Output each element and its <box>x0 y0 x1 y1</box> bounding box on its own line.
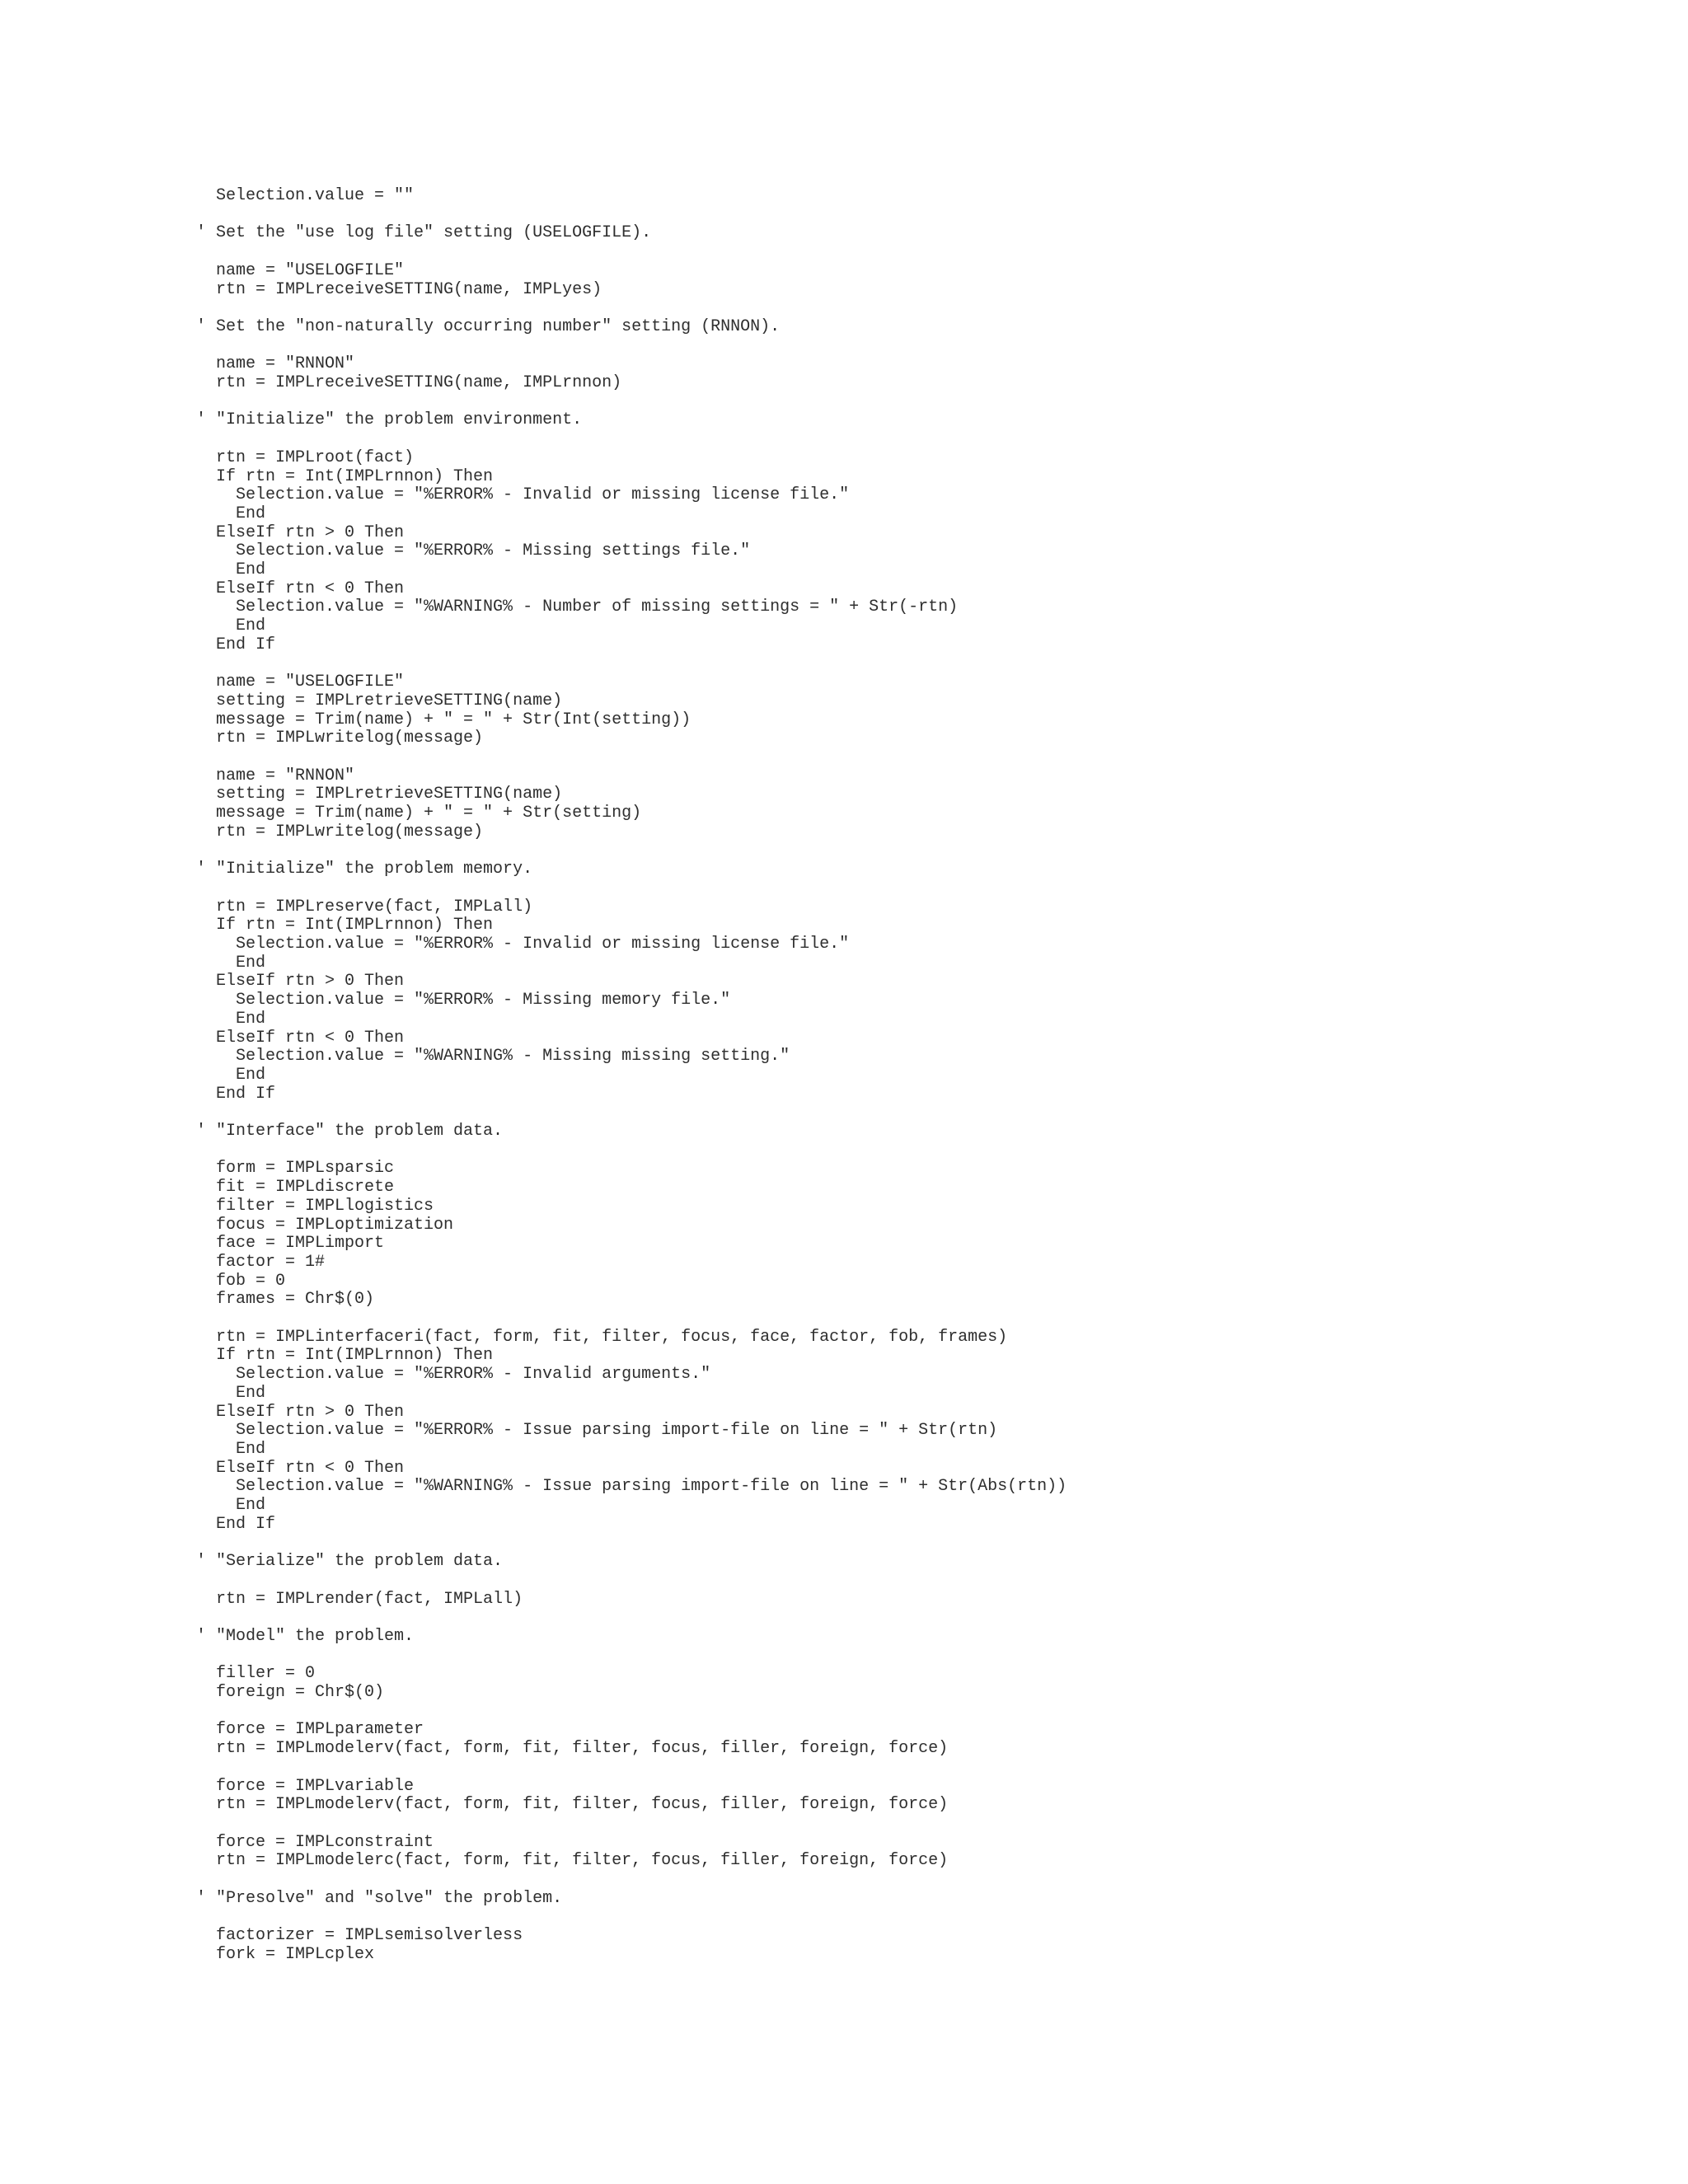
code-line: factor = 1# <box>196 1253 326 1272</box>
code-line: fork = IMPLcplex <box>196 1945 375 1964</box>
code-line: End <box>196 1066 266 1085</box>
code-line: Selection.value = "%WARNING% - Number of missing settings = " + Str(-rtn) <box>196 598 959 616</box>
code-line: rtn = IMPLreceiveSETTING(name, IMPLrnnon) <box>196 373 622 392</box>
code-line: fob = 0 <box>196 1272 286 1291</box>
comment-line: ' Set the "non-naturally occurring number" setting (RNNON). <box>196 317 781 336</box>
code-line: setting = IMPLretrieveSETTING(name) <box>196 691 563 710</box>
code-line: End <box>196 1010 266 1029</box>
code-line: End If <box>196 1515 276 1534</box>
code-line: force = IMPLconstraint <box>196 1833 434 1852</box>
code-line: rtn = IMPLmodelerc(fact, form, fit, filter, focus, filler, foreign, force) <box>196 1851 949 1870</box>
code-line: fit = IMPLdiscrete <box>196 1178 395 1197</box>
code-line: End <box>196 560 266 579</box>
code-line: ElseIf rtn < 0 Then <box>196 1459 405 1478</box>
code-line: rtn = IMPLroot(fact) <box>196 448 415 467</box>
comment-line: ' "Interface" the problem data. <box>196 1122 504 1141</box>
code-line: rtn = IMPLwritelog(message) <box>196 823 484 841</box>
code-line: End <box>196 954 266 972</box>
code-line: End If <box>196 1085 276 1104</box>
code-line: End <box>196 1384 266 1403</box>
code-line: rtn = IMPLinterfaceri(fact, form, fit, filter, focus, face, factor, fob, frames) <box>196 1328 1008 1347</box>
code-line: Selection.value = "%ERROR% - Invalid or missing license file." <box>196 485 850 504</box>
code-line: factorizer = IMPLsemisolverless <box>196 1926 523 1945</box>
code-line: rtn = IMPLmodelerv(fact, form, fit, filter, focus, filler, foreign, force) <box>196 1795 949 1814</box>
code-line: name = "RNNON" <box>196 766 355 785</box>
code-line: message = Trim(name) + " = " + Str(Int(setting)) <box>196 710 692 729</box>
code-line: If rtn = Int(IMPLrnnon) Then <box>196 1346 494 1365</box>
code-line: force = IMPLparameter <box>196 1720 424 1739</box>
code-line: ElseIf rtn < 0 Then <box>196 579 405 598</box>
code-line: ElseIf rtn > 0 Then <box>196 1403 405 1422</box>
code-line: Selection.value = "%WARNING% - Missing missing setting." <box>196 1047 790 1066</box>
code-line: foreign = Chr$(0) <box>196 1683 385 1702</box>
comment-line: ' "Serialize" the problem data. <box>196 1552 504 1571</box>
code-line: rtn = IMPLmodelerv(fact, form, fit, filter, focus, filler, foreign, force) <box>196 1739 949 1758</box>
code-line: If rtn = Int(IMPLrnnon) Then <box>196 916 494 935</box>
code-line: Selection.value = "%ERROR% - Missing memory file." <box>196 991 731 1010</box>
code-line: filter = IMPLlogistics <box>196 1197 434 1216</box>
code-line: message = Trim(name) + " = " + Str(setting) <box>196 804 642 823</box>
comment-line: ' Set the "use log file" setting (USELOGFILE). <box>196 223 652 242</box>
code-line: force = IMPLvariable <box>196 1777 415 1796</box>
code-line: Selection.value = "%ERROR% - Missing settings file." <box>196 541 751 560</box>
code-line: name = "USELOGFILE" <box>196 673 405 691</box>
code-line: End <box>196 1496 266 1515</box>
code-line: End If <box>196 635 276 654</box>
code-line: filler = 0 <box>196 1664 316 1683</box>
comment-line: ' "Initialize" the problem memory. <box>196 860 533 879</box>
code-line: rtn = IMPLreserve(fact, IMPLall) <box>196 898 533 916</box>
code-line: Selection.value = "%ERROR% - Issue parsing import-file on line = " + Str(rtn) <box>196 1421 998 1440</box>
comment-line: ' "Presolve" and "solve" the problem. <box>196 1889 563 1908</box>
code-line: End <box>196 616 266 635</box>
code-line: form = IMPLsparsic <box>196 1159 395 1178</box>
code-listing <box>0 186 1688 2148</box>
comment-line: ' "Initialize" the problem environment. <box>196 410 583 429</box>
code-line: If rtn = Int(IMPLrnnon) Then <box>196 467 494 486</box>
code-line: End <box>196 504 266 523</box>
code-line: Selection.value = "%WARNING% - Issue parsing import-file on line = " + Str(Abs(rtn)) <box>196 1477 1067 1496</box>
code-line: name = "USELOGFILE" <box>196 261 405 280</box>
code-line: ElseIf rtn > 0 Then <box>196 523 405 542</box>
code-line: rtn = IMPLrender(fact, IMPLall) <box>196 1590 523 1609</box>
code-line: Selection.value = "%ERROR% - Invalid arguments." <box>196 1365 711 1384</box>
code-line: ElseIf rtn < 0 Then <box>196 1029 405 1047</box>
code-line: setting = IMPLretrieveSETTING(name) <box>196 785 563 804</box>
code-line: focus = IMPLoptimization <box>196 1216 454 1235</box>
code-line: face = IMPLimport <box>196 1234 385 1253</box>
code-line: Selection.value = "" <box>196 186 415 205</box>
code-line: frames = Chr$(0) <box>196 1290 375 1309</box>
code-line: End <box>196 1440 266 1459</box>
comment-line: ' "Model" the problem. <box>196 1627 415 1646</box>
code-line: Selection.value = "%ERROR% - Invalid or missing license file." <box>196 935 850 954</box>
code-line: rtn = IMPLwritelog(message) <box>196 729 484 748</box>
code-line: name = "RNNON" <box>196 354 355 373</box>
code-line: ElseIf rtn > 0 Then <box>196 972 405 991</box>
code-line: rtn = IMPLreceiveSETTING(name, IMPLyes) <box>196 280 603 299</box>
